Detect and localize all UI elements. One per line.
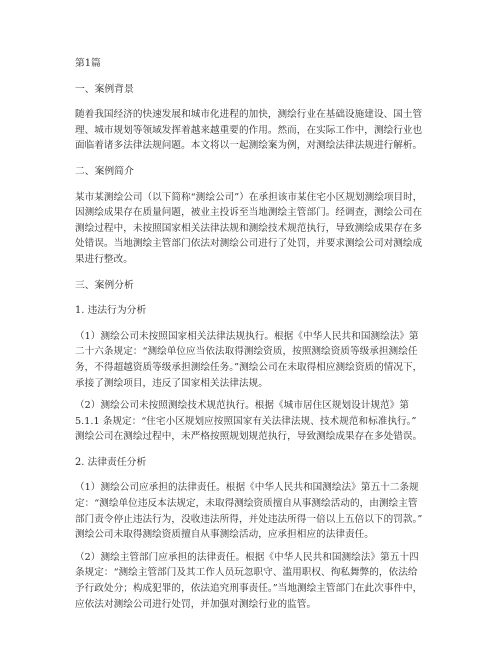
paragraph-line: 承接了测绘项目，违反了国家相关法律法规。 — [75, 377, 268, 389]
paragraph-line: （2）测绘公司未按照测绘技术规范执行。根据《城市居住区规划设计规范》第 — [75, 400, 410, 412]
paragraph-line: 条规定：“测绘主管部门及其工作人员玩忽职守、滥用职权、徇私舞弊的，依法给 — [75, 567, 418, 579]
paragraph-line: 测绘公司在测绘过程中，未严格按照规划规范执行，导致测绘成果存在多处错误。 — [75, 431, 423, 443]
document-body — [75, 56, 430, 612]
paragraph-line: 因测绘成果存在质量问题，被业主投诉至当地测绘主管部门。经调查，测绘公司在 — [75, 207, 423, 219]
subsection-heading-violations: 1. 违法行为分析 — [75, 305, 147, 317]
paragraph-line: 理、城市规划等领域发挥着越来越重要的作用。然而，在实际工作中，测绘行业也 — [75, 124, 423, 136]
paragraph-line: 二十六条规定：“测绘单位应当依法取得测绘资质，按照测绘资质等级承担测绘任 — [75, 346, 418, 358]
page-label: 第1篇 — [75, 58, 101, 69]
paragraph-summary — [75, 190, 430, 268]
paragraph-line: 测绘过程中，未按照国家相关法律法规和测绘技术规范执行，导致测绘成果存在多 — [75, 222, 423, 234]
paragraph-line: 处错误。当地测绘主管部门依法对测绘公司进行了处罚，并要求测绘公司对测绘成 — [75, 238, 423, 250]
section-heading-background: 一、案例背景 — [75, 83, 134, 95]
section-heading-summary: 二、案例简介 — [75, 165, 134, 177]
paragraph-violation-2 — [75, 398, 430, 445]
paragraph-line: 5.1.1 条规定：“住宅小区规划应按照国家有关法律法规、技术规范和标准执行。” — [75, 415, 417, 427]
paragraph-line: （1）测绘公司未按照国家相关法律法规执行。根据《中华人民共和国测绘法》第 — [75, 330, 419, 342]
paragraph-line: 随着我国经济的快速发展和城市化进程的加快，测绘行业在基础设施建设、国土管 — [75, 109, 423, 121]
paragraph-liability-2 — [75, 550, 430, 612]
paragraph-line: 果进行整改。 — [75, 253, 133, 265]
paragraph-line: （2）测绘主管部门应承担的法律责任。根据《中华人民共和国测绘法》第五十四 — [75, 551, 419, 563]
subsection-heading-liability: 2. 法律责任分析 — [75, 456, 147, 468]
paragraph-line: 测绘公司未取得测绘资质擅自从事测绘活动，应承担相应的法律责任。 — [75, 529, 374, 541]
paragraph-line: 务，不得超越资质等级承担测绘任务。”测绘公司在未取得相应测绘资质的情况下， — [75, 361, 423, 373]
paragraph-violation-1 — [75, 329, 430, 391]
paragraph-line: 予行政处分；构成犯罪的，依法追究刑事责任。”当地测绘主管部门在此次事件中， — [75, 583, 423, 595]
paragraph-line: 定：“测绘单位违反本法规定，未取得测绘资质擅自从事测绘活动的，由测绘主管 — [75, 498, 418, 510]
section-heading-analysis: 三、案例分析 — [75, 279, 134, 291]
paragraph-line: 应依法对测绘公司进行处罚，并加强对测绘行业的监管。 — [75, 598, 317, 610]
paragraph-line: 部门责令停止违法行为，没收违法所得，并处违法所得一倍以上五倍以下的罚款。” — [75, 513, 423, 525]
paragraph-line: 某市某测绘公司（以下简称“测绘公司”）在承担该市某住宅小区规划测绘项目时， — [75, 191, 423, 203]
paragraph-line: 面临着诸多法律法规问题。本文将以一起测绘案为例，对测绘法律法规进行解析。 — [75, 140, 423, 152]
paragraph-background — [75, 107, 430, 154]
paragraph-line: （1）测绘公司应承担的法律责任。根据《中华人民共和国测绘法》第五十二条规 — [75, 482, 419, 494]
paragraph-liability-1 — [75, 480, 430, 542]
